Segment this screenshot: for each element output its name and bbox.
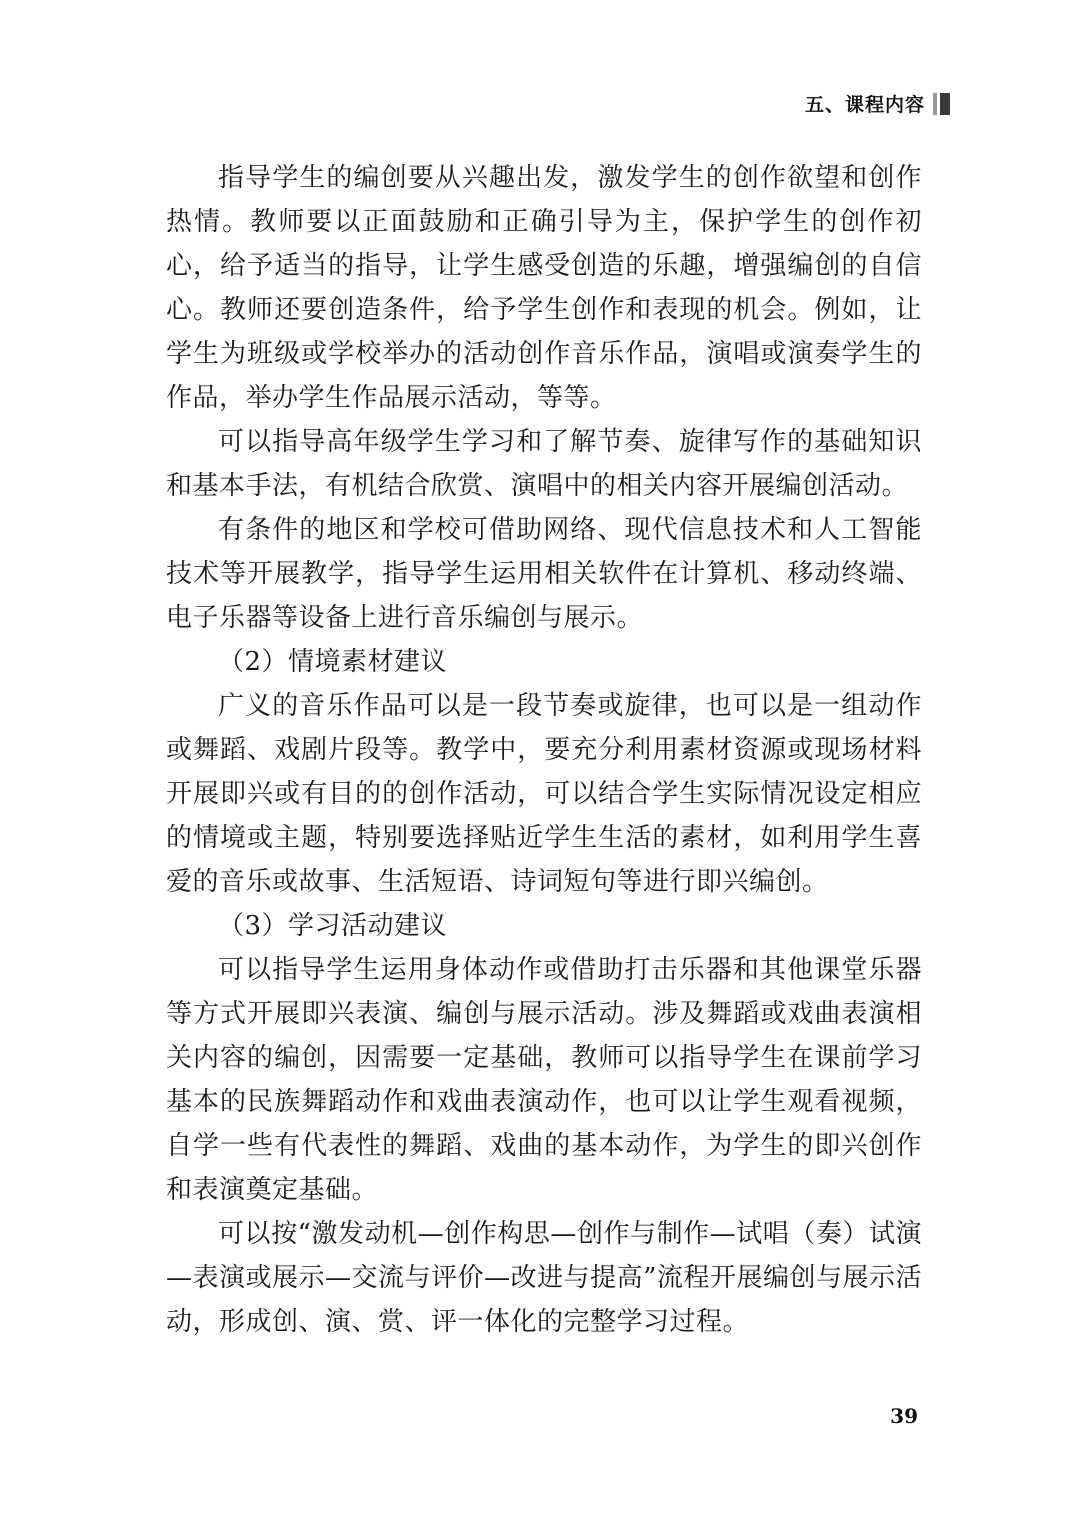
paragraph: 可以指导学生运用身体动作或借助打击乐器和其他课堂乐器等方式开展即兴表演、编创与展示活动。涉及舞蹈或戏曲表演相关内容的编创，因需要一定基础，教师可以指导学生在课前学习基本的民族舞蹈动作和戏曲表演动作，也可以让学生观看视频，自学一些有代表性的舞蹈、戏曲的基本动作，为学生的即兴创作和表演奠定基础。 [166,955,922,1205]
paragraph: 有条件的地区和学校可借助网络、现代信息技术和人工智能技术等开展教学，指导学生运用相关软件在计算机、移动终端、电子乐器等设备上进行音乐编创与展示。 [166,515,922,633]
running-header [805,90,950,117]
header-bars-icon [933,93,950,115]
paragraph: 指导学生的编创要从兴趣出发，激发学生的创作欲望和创作热情。教师要以正面鼓励和正确引导为主，保护学生的创作初心，给予适当的指导，让学生感受创造的乐趣，增强编创的自信心。教师还要创造条件，给予学生创作和表现的机会。例如，让学生为班级或学校举办的活动创作音乐作品，演唱或演奏学生的作品，举办学生作品展示活动，等等。 [166,163,922,413]
body-text [166,156,922,1344]
header-bar-thin [933,93,937,115]
page-number: 39 [890,1404,918,1428]
paragraph: 广义的音乐作品可以是一段节奏或旋律，也可以是一组动作或舞蹈、戏剧片段等。教学中，要充分利用素材资源或现场材料开展即兴或有目的的创作活动，可以结合学生实际情况设定相应的情境或主题，特别要选择贴近学生生活的素材，如利用学生喜爱的音乐或故事、生活短语、诗词短句等进行即兴编创。 [166,691,922,897]
header-bar-thick [940,93,950,115]
section-title: 五、课程内容 [804,94,925,116]
subheading: （2）情境素材建议 [218,647,448,677]
paragraph: 可以按“激发动机—创作构思—创作与制作—试唱（奏）试演—表演或展示—交流与评价—改进与提高”流程开展编创与展示活动，形成创、演、赏、评一体化的完整学习过程。 [166,1219,922,1337]
paragraph: 可以指导高年级学生学习和了解节奏、旋律写作的基础知识和基本手法，有机结合欣赏、演唱中的相关内容开展编创活动。 [166,427,922,501]
subheading: （3）学习活动建议 [218,911,448,941]
